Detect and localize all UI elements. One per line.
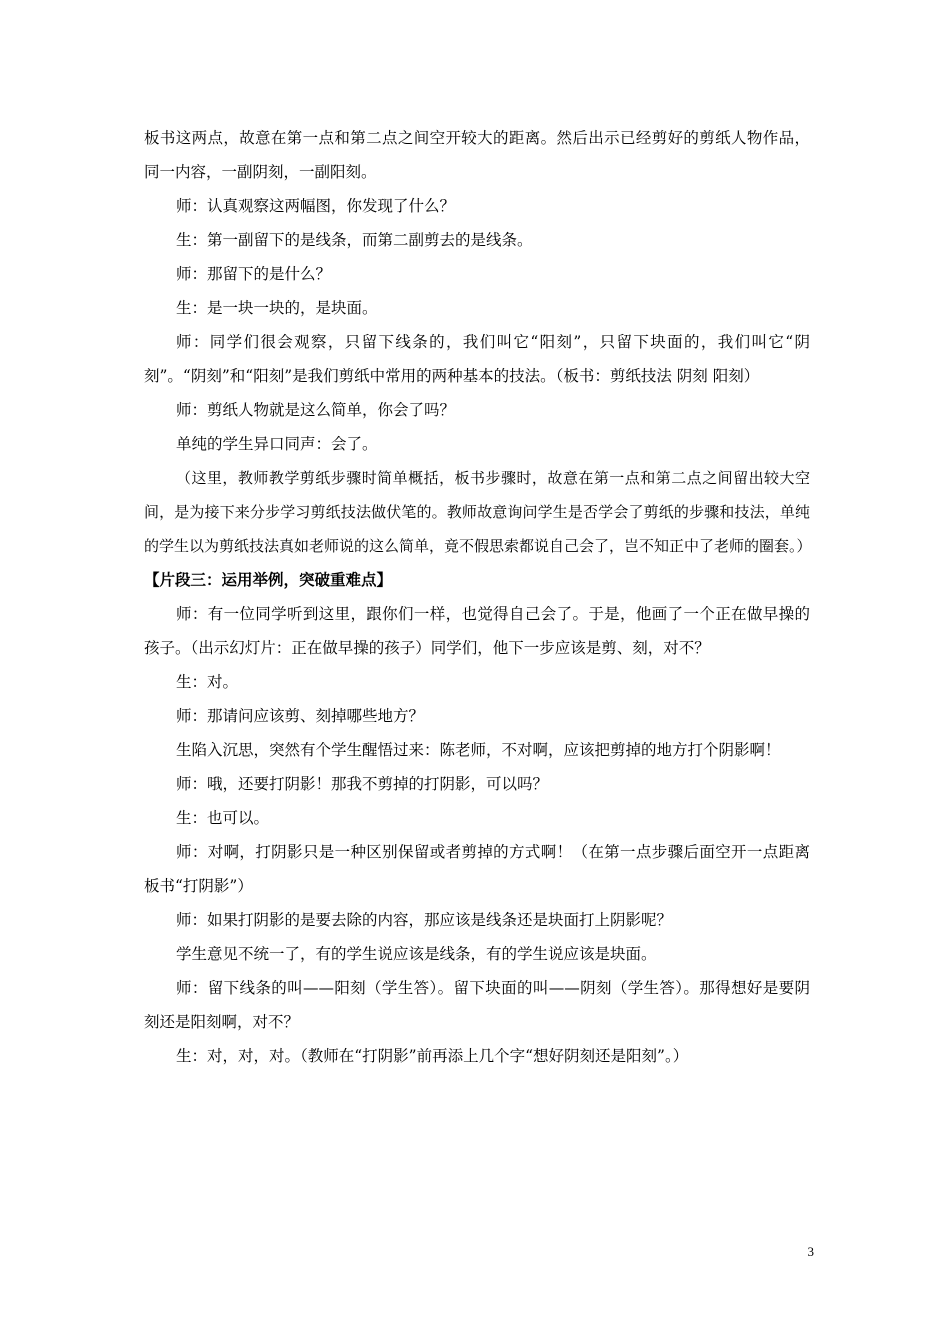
dialogue-line: 生：是一块一块的，是块面。 [176, 299, 378, 317]
dialogue-line: 生陷入沉思，突然有个学生醒悟过来：陈老师，不对啊，应该把剪掉的地方打个阴影啊！ [176, 741, 781, 759]
dialogue-line: 师：如果打阴影的是要去除的内容，那应该是线条还是块面打上阴影呢？ [176, 911, 673, 929]
teaching-note: （这里，教师教学剪纸步骤时简单概括，板书步骤时，故意在第一点和第二点之间留出较大空间，是为接下来分步学习剪纸技法做伏笔的。教师故意询问学生是否学会了剪纸的步骤和技法，单纯的学生以为剪纸技法真如老师说的这么简单，竟不假思索都说自己会了，岂不知正中了老师的圈套。） [144, 469, 812, 555]
dialogue-line: 师：对啊，打阴影只是一种区别保留或者剪掉的方式啊！（在第一点步骤后面空开一点距离板书“打阴影”） [144, 843, 810, 895]
dialogue-line: 师：留下线条的叫——阳刻（学生答）。留下块面的叫——阴刻（学生答）。那得想好是要阴刻还是阳刻啊，对不？ [144, 979, 810, 1031]
dialogue-line: 生：对。 [176, 673, 239, 691]
dialogue-line: 单纯的学生异口同声：会了。 [176, 435, 378, 453]
dialogue-line: 生：对，对，对。（教师在“打阴影”前再添上几个字“想好阴刻还是阳刻”。） [176, 1047, 689, 1065]
section-heading: 【片段三：运用举例，突破重难点】 [144, 570, 393, 589]
dialogue-line: 师：剪纸人物就是这么简单，你会了吗？ [176, 401, 456, 419]
dialogue-line: 生：也可以。 [176, 809, 270, 827]
dialogue-line: 生：第一副留下的是线条，而第二副剪去的是线条。 [176, 231, 533, 249]
dialogue-line: 师：那请问应该剪、刻掉哪些地方？ [176, 707, 425, 725]
dialogue-line: 师：哦，还要打阴影！那我不剪掉的打阴影，可以吗？ [176, 775, 549, 793]
document-body [144, 121, 810, 1073]
page-number: 3 [807, 1244, 814, 1259]
dialogue-line: 师：那留下的是什么？ [176, 265, 332, 283]
dialogue-line: 师：有一位同学听到这里，跟你们一样，也觉得自己会了。于是，他画了一个正在做早操的孩子。（出示幻灯片：正在做早操的孩子）同学们，他下一步应该是剪、刻，对不？ [144, 605, 810, 657]
dialogue-line: 师：同学们很会观察，只留下线条的，我们叫它“阳刻”，只留下块面的，我们叫它“阴刻”。“阴刻”和“阳刻”是我们剪纸中常用的两种基本的技法。（板书：剪纸技法 阴刻 阳刻） [144, 333, 810, 385]
paragraph-continuation: 板书这两点，故意在第一点和第二点之间空开较大的距离。然后出示已经剪好的剪纸人物作品，同一内容，一副阴刻，一副阳刻。 [144, 129, 810, 181]
dialogue-line: 师：认真观察这两幅图，你发现了什么？ [176, 197, 456, 215]
dialogue-line: 学生意见不统一了，有的学生说应该是线条，有的学生说应该是块面。 [176, 945, 657, 963]
